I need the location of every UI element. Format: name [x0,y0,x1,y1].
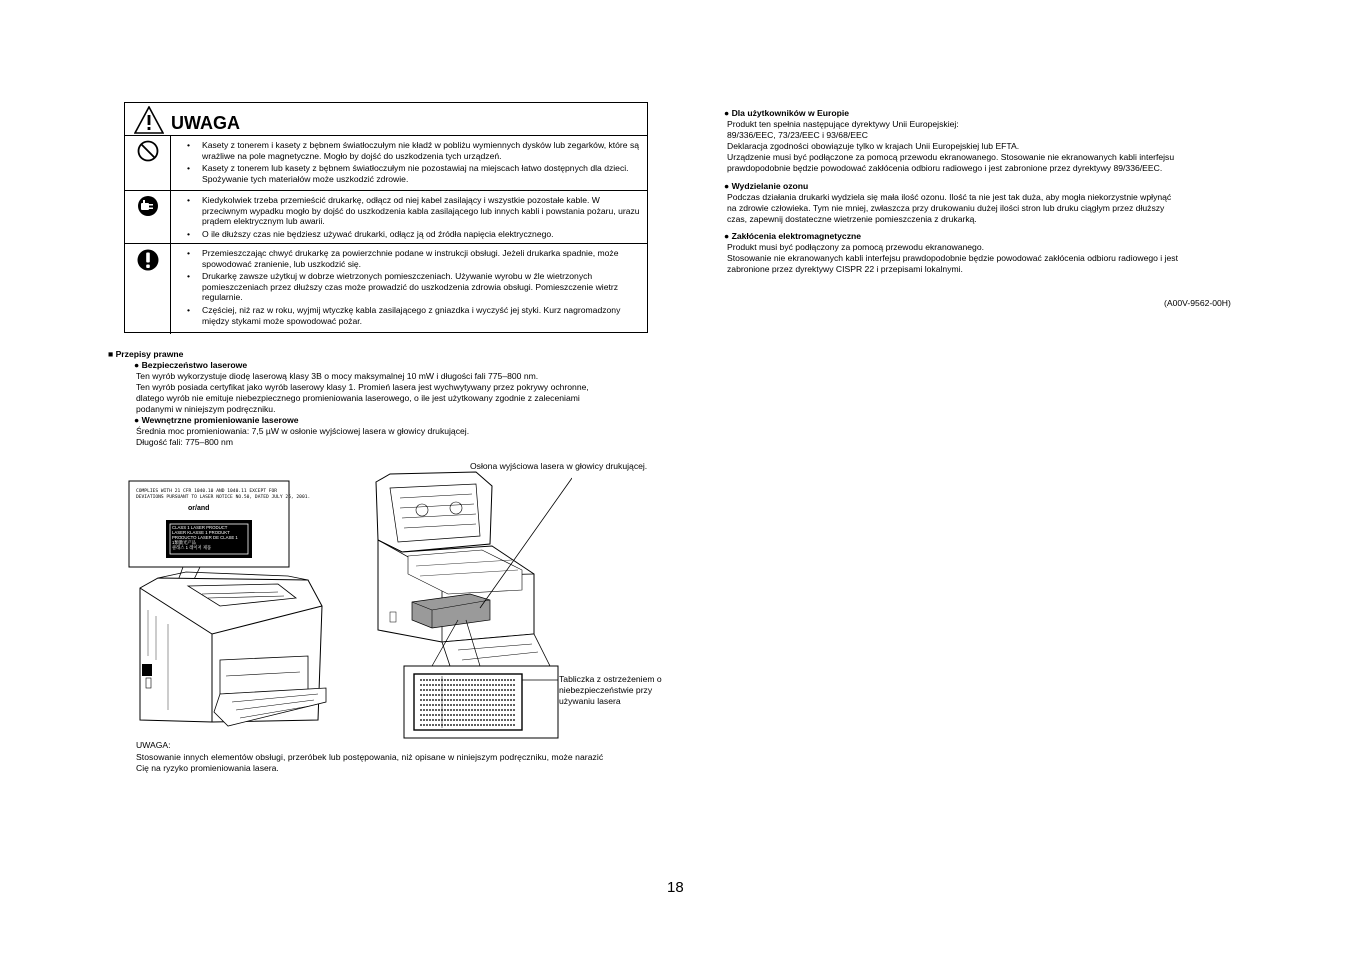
class-label-line: 1類激光产品 [172,540,196,545]
laser-safety-line: podanymi w niniejszym podręczniku. [136,404,276,414]
europe-line: Urządzenie musi być podłączone za pomocą przewodu ekranowanego. Stosowanie nie ekranowanych kabli interfejsu [727,152,1175,162]
emc-line: zabronione przez dyrektywy CISPR 22 i przepisami lokalnymi. [727,264,963,274]
note-line: Cię na ryzyko promieniowania lasera. [136,763,279,773]
warning-label-callout: Tabliczka z ostrzeżeniem o niebezpieczeństwie przy używaniu lasera [559,674,662,706]
document-code: (A00V-9562-00H) [1164,298,1231,308]
exclamation-icon [137,248,159,272]
laser-safety-line: Ten wyrób posiada certyfikat jako wyrób laserowy klasy 1. Promień lasera jest wychwytywany przez pokrywy ochronne, [136,382,589,392]
europe-line: prawdopodobnie będzie powodować zakłócenia odbioru radiowego i jest zabronione przez dyrektywy 89/336/EEC. [727,163,1163,173]
ozone-line: na zdrowie człowieka. Tym nie mniej, zwłaszcza przy drukowaniu dużej ilości stron lub druku ciągłym przez dłuższy [727,203,1165,213]
ozone-line: Podczas działania drukarki wydziela się mała ilość ozonu. Ilość ta nie jest tak duża, aby mogła niekorzystnie wpłynąć [727,192,1172,202]
prohibition-icon [137,140,159,162]
regulations-heading: ■ Przepisy prawne [108,349,184,359]
europe-line: 89/336/EEC, 73/23/EEC i 93/68/EEC [727,130,868,140]
europe-line: Deklaracja zgodności obowiązuje tylko w krajach Unii Europejskiej lub EFTA. [727,141,1020,151]
note-title: UWAGA: [136,740,171,750]
caution-item: • Drukarkę zawsze użytkuj w dobrze wietrzonych pomieszczeniach. Używanie wyrobu w źle wietrzonych pomieszczeniach przez dłuższy czas może prowadzić do uszkodzenia zdrowia obsługi. Pomieszczenie wietrz regularnie. [171,271,643,303]
or-and-text: or/and [188,505,210,512]
printer-open-illustration [372,470,572,742]
ozone-heading: ● Wydzielanie ozonu [724,181,809,191]
caution-title: UWAGA [171,113,240,133]
internal-radiation-heading: ● Wewnętrzne promieniowanie laserowe [134,415,299,425]
caution-item: • O ile dłuższy czas nie będziesz używać drukarki, odłącz ją od źródła napięcia elektrycznego. [171,229,643,240]
class-label-line: LASER KLASSE 1 PRODUKT [172,530,230,535]
laser-safety-heading: ● Bezpieczeństwo laserowe [134,360,248,370]
caution-row-handling [125,244,647,334]
ozone-line: czas, zapewnij dostateczne wietrzenie pomieszczenia z drukarką. [727,214,977,224]
warning-triangle-icon [134,106,164,134]
laser-cover-callout: Osłona wyjściowa lasera w głowicy drukującej. [470,461,648,471]
note-line: Stosowanie innych elementów obsługi, przeróbek lub postępowania, niż opisane w niniejszym podręczniku, może narazić [136,752,604,762]
internal-radiation-line: Średnia moc promieniowania: 7,5 µW w osłonie wyjściowej lasera w głowicy drukującej. [136,426,470,436]
caution-box [124,102,648,333]
page-number: 18 [667,879,684,896]
europe-heading: ● Dla użytkowników w Europie [724,108,850,118]
laser-safety-line: Ten wyrób wykorzystuje diodę laserową klasy 3B o mocy maksymalnej 10 mW i długości fali 775–800 nm. [136,371,539,381]
printer-closed-illustration [128,480,330,730]
caution-item: • Kasety z tonerem i kasety z bębnem światłoczułym nie kładź w pobliżu wymiennych dysków lub zegarków, które są wrażliwe na pole magnetyczne. Mogło by dojść do uszkodzenia tych urządzeń. [171,140,643,161]
caution-header [125,103,647,136]
emc-heading: ● Zakłócenia elektromagnetyczne [724,231,862,241]
europe-line: Produkt ten spełnia następujące dyrektywy Unii Europejskiej: [727,119,959,129]
class-label-line: CLASS 1 LASER PRODUCT [172,525,228,530]
laser-safety-line: dlatego wyrób nie emituje niebezpiecznego promieniowania laserowego, o ile jest użytkowany zgodnie z zaleceniami [136,393,580,403]
caution-item: • Kiedykolwiek trzeba przemieścić drukarkę, odłącz od niej kabel zasilający i wszystkie pozostałe kable. W przeciwnym wypadku mogło by dojść do uszkodzenia kabla zasilającego lub innych kabli i powstania pożaru, urazu prądem elektrycznym lub awarii. [171,195,643,227]
compliance-text-1: COMPLIES WITH 21 CFR 1040.10 AND 1040.11 EXCEPT FOR [136,489,278,494]
caution-row-magnetic [125,136,647,191]
class-label-line: PRODUCTO LASER DE CLASE 1 [172,535,238,540]
emc-line: Stosowanie nie ekranowanych kabli interfejsu prawdopodobnie będzie powodować zakłócenia odbioru radiowego i jest [727,253,1178,263]
caution-item: • Kasety z tonerem lub kasety z bębnem światłoczułym nie pozostawiaj na miejscach łatwo dostępnych dla dzieci. Spożywanie tych materiałów może uszkodzić zdrowie. [171,163,643,184]
caution-item: • Częściej, niż raz w roku, wyjmij wtyczkę kabla zasilającego z gniazdka i wyczyść jej styki. Kurz nagromadzony między stykami może spowodować pożar. [171,305,643,326]
internal-radiation-line: Długość fali: 775–800 nm [136,437,233,447]
emc-line: Produkt musi być podłączony za pomocą przewodu ekranowanego. [727,242,985,252]
caution-item: • Przemieszczając chwyć drukarkę za powierzchnie podane w instrukcji obsługi. Jeżeli drukarka spadnie, może spowodować zranienie, lub uszkodzić się. [171,248,643,269]
unplug-icon [137,195,159,217]
caution-row-cables [125,191,647,244]
class-label-line: 클래스 1 레이저 제품 [172,545,212,550]
compliance-text-2: DEVIATIONS PURSUANT TO LASER NOTICE NO.50, DATED JULY 26, 2001. [136,495,311,500]
